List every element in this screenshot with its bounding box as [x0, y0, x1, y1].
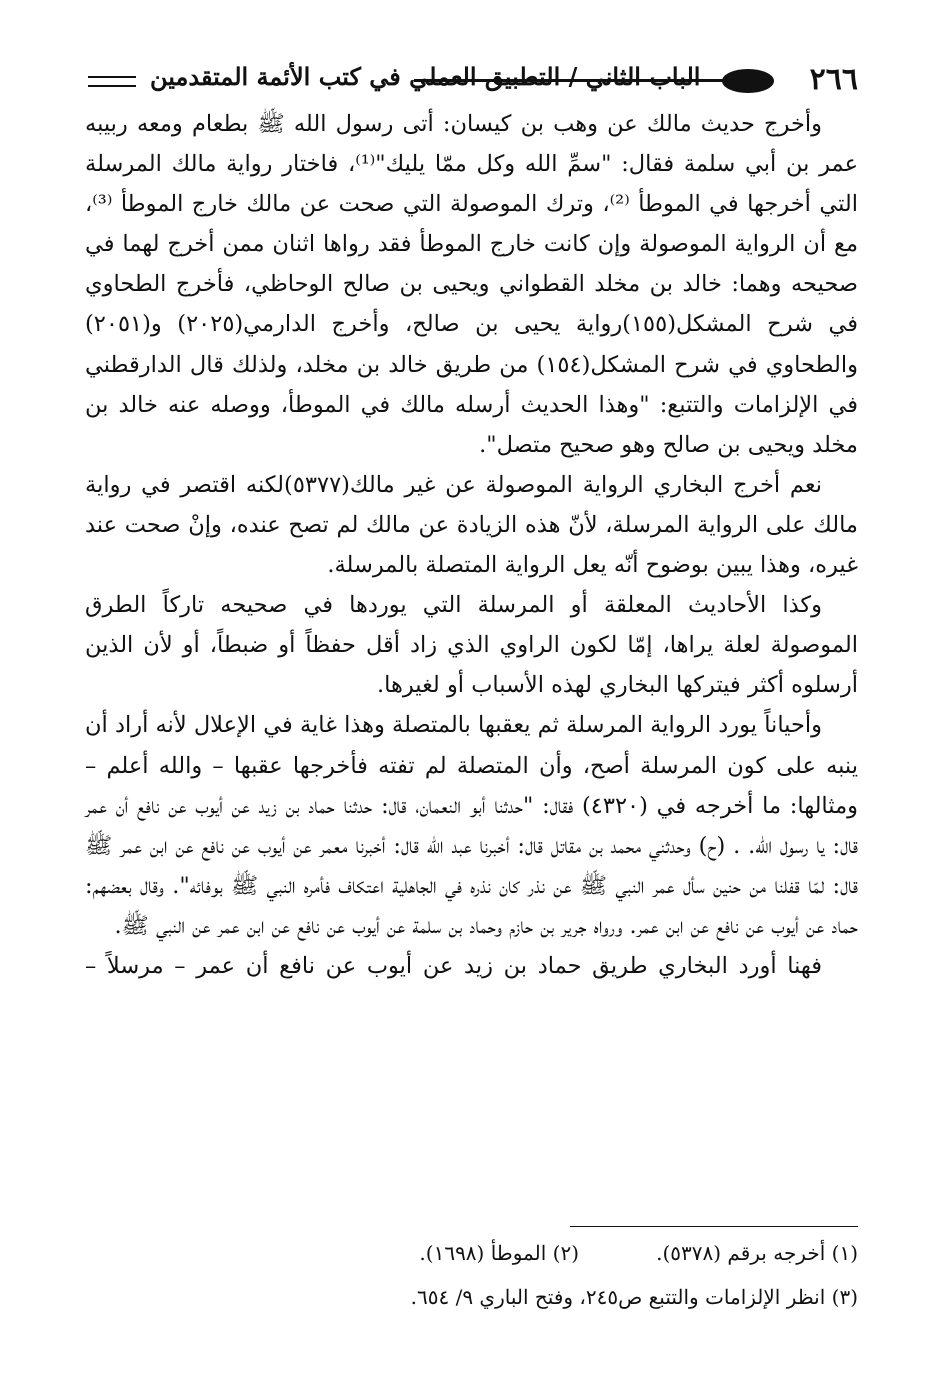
- paragraph: نعم أخرج البخاري الرواية الموصولة عن غير مالك(٥٣٧٧)لكنه اقتصر في رواية مالك على الرواية المرسلة، لأنّ هذه الزيادة عن مالك لم تصح عنده، وإنْ صحت عند غيره، وهذا يبين بوضوح أنّه يعل الرواية المتصلة بالمرسلة.: [85, 471, 858, 579]
- footnote-separator: [570, 1226, 858, 1227]
- paragraph: وكذا الأحاديث المعلقة أو المرسلة التي يوردها في صحيحه تاركاً الطرق الموصولة لعلة يراها، إمّا لكون الراوي الذي زاد أقل حفظاً أو ضبطاً، أو لأن الذين أرسلوه أكثر فيتركها البخاري لهذه الأسباب أو لغيرها.: [85, 592, 858, 699]
- chapter-title: الباب الثاني / التطبيق العملي في كتب الأئمة المتقدمين: [150, 62, 701, 91]
- page-number: ٢٦٦: [809, 62, 858, 97]
- header-double-rule-bottom: [88, 85, 136, 87]
- footnote-1: (١) أخرجه برقم (٥٣٧٨).: [656, 1241, 858, 1265]
- paragraph: فهنا أورد البخاري طريق حماد بن زيد عن أيوب عن نافع أن عمر – مرسلاً –: [85, 952, 822, 979]
- footnote-2: (٢) الموطأ (١٦٩٨).: [419, 1241, 579, 1265]
- running-header: [88, 58, 858, 102]
- body-text: [85, 104, 858, 986]
- paragraph: وأخرج حديث مالك عن وهب بن كيسان: أتى رسول الله ﷺ بطعام ومعه ربيبه عمر بن أبي سلمة فقال: "سمِّ الله وكل ممّا يليك"⁽¹⁾، فاختار رواية مالك المرسلة التي أخرجها في الموطأ ⁽²⁾، وترك الموصولة التي صحت عن مالك خارج الموطأ ⁽³⁾، مع أن الرواية الموصولة وإن كانت خارج الموطأ فقد رواها اثنان ممن أخرج لهما في صحيحه وهما: خالد بن مخلد القطواني ويحيى بن صالح الوحاظي، فأخرج الطحاوي في شرح المشكل(١٥٥)رواية يحيى بن صالح، وأخرج الدارمي(٢٠٢٥) و(٢٠٥١) والطحاوي في شرح المشكل(١٥٤) من طريق خالد بن مخلد، ولذلك قال الدارقطني في الإلزامات والتتبع: "وهذا الحديث أرسله مالك في الموطأ، ووصله عنه خالد بن مخلد ويحيى بن صالح وهو صحيح متصل".: [85, 111, 858, 458]
- footnote-3: (٣) انظر الإلزامات والتتبع ص٢٤٥، وفتح الباري ٩/ ٦٥٤.: [410, 1285, 858, 1309]
- paragraph: وأحياناً يورد الرواية المرسلة ثم يعقبها بالمتصلة وهذا غاية في الإعلال لأنه أراد أن ينبه على كون المرسلة أصح، وأن المتصلة لم تفته فأخرجها عقبها – والله أعلم – ومثالها: ما أخرجه في (٤٣٢٠) فقال: "حدثنا أبو النعمان، قال: حدثنا حماد بن زيد عن أيوب عن نافع أن عمر قال: يا رسول الله. . (ح) وحدثني محمد بن مقاتل قال: أخبرنا عبد الله قال: أخبرنا معمر عن أيوب عن نافع عن ابن عمر ﷺ قال: لمّا قفلنا من حنين سأل عمر النبي ﷺ عن نذر كان نذره في الجاهلية اعتكاف فأمره النبي ﷺ بوفائه". وقال بعضهم: حماد عن أيوب عن نافع عن ابن عمر. ورواه جرير بن حازم وحماد بن سلمة عن أيوب عن نافع عن ابن عمر عن النبي ﷺ.: [85, 712, 858, 939]
- header-double-rule-top: [88, 76, 136, 78]
